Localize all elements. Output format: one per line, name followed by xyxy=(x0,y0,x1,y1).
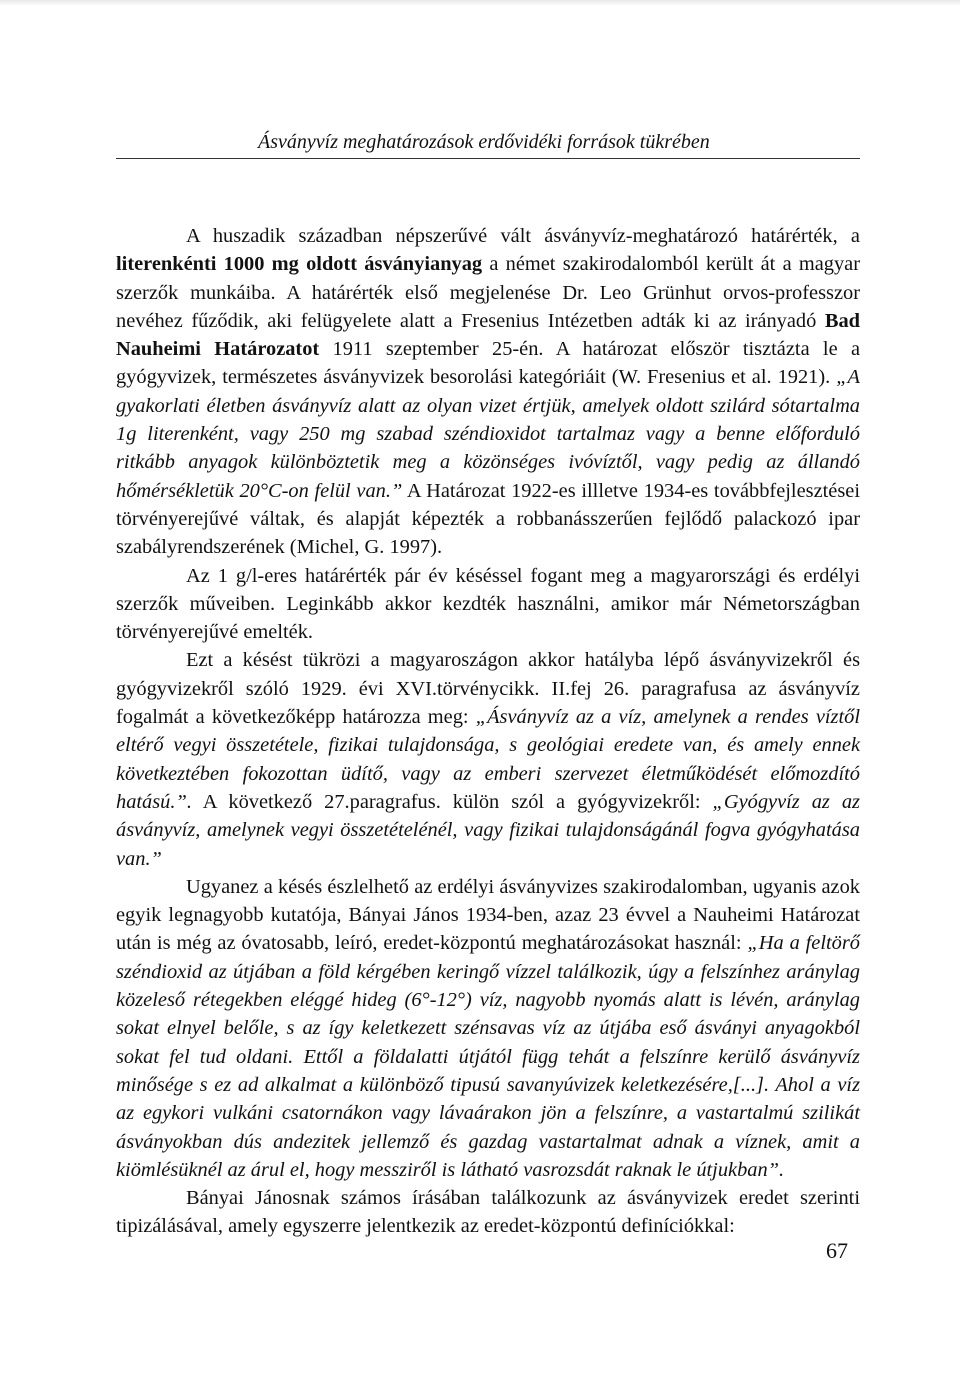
paragraph-4 xyxy=(116,873,860,1184)
text-run: A huszadik században népszerűvé vált ásványvíz-meghatározó határérték, a xyxy=(186,225,860,247)
paragraph-5 xyxy=(116,1184,860,1241)
italic-quote: „A gyakorlati életben ásványvíz alatt az olyan vizet értjük, amelyek oldott szilárd sótartalma 1g literenként, vagy 250 mg szabad széndioxidot tartalmaz vagy a benne előforduló ritkább anyagok különböztetik meg a közönséges ivóvíztől, vagy pedig az állandó hőmérsékletük 20°C-on felül van.” xyxy=(116,366,860,502)
body-text xyxy=(116,222,860,1241)
text-run: Az 1 g/l-eres határérték pár év késéssel fogant meg a magyarországi és erdélyi szerzők műveiben. Leginkább akkor kezdték használni, amikor már Németországban törvényerejűvé emelték. xyxy=(116,564,860,644)
italic-quote: „Gyógyvíz az az ásványvíz, amelynek vegyi összetételénél, vagy fizikai tulajdonságánál fogva gyógyhatása van.” xyxy=(116,790,860,870)
text-run: Ugyanez a késés észlelhető az erdélyi ásványvizes szakirodalomban, ugyanis azok egyik legnagyobb kutatója, Bányai János 1934-ben, azaz 23 évvel a Nauheimi Határozat után is még az óvatosabb, leíró, eredet-központú meghatározásokat használ: xyxy=(116,875,860,955)
bold-text: Bad Nauheimi Határozatot xyxy=(116,309,860,361)
text-run: A következő 27.paragrafus. külön szól a gyógyvizekről: xyxy=(191,790,713,813)
paragraph-2 xyxy=(116,562,860,647)
italic-quote: „Ha a feltörő széndioxid az útjában a föld kérgében keringő vízzel találkozik, úgy a felszínhez aránylag közeleső rétegekben eléggé hideg (6°-12°) víz, nagyobb nyomás alatt is lévén, aránylag sokat elnyel belőle, s az így keletkezett szénsavas víz az útjába eső ásványi anyagokból sokat fel tud oldani. Ettől a földalatti útjától függ tehát a felszínre kerülő ásványvíz minősége s ez ad alkalmat a különböző tipusú savanyúvizek keletkezésére,[...]. Ahol a víz az egykori vulkáni csatornákon vagy lávaárakon jön a felszínre, a vastartalmú szilikát ásványokban dús andezitek jellemző és gazdag vastartalmat adnak a víznek, amit a kiömlésüknél az árul el, hogy messziről is látható vasrozsdát raknak le útjukban”. xyxy=(116,932,860,1181)
text-run: Ezt a késést tükrözi a magyaroszágon akkor hatályba lépő ásványvizekről és gyógyvizekről szóló 1929. évi XVI.törvénycikk. II.fej 26. paragrafusa az ásványvíz fogalmát a következőképp határozza meg: xyxy=(116,649,860,729)
scan-edge xyxy=(0,0,960,6)
text-run: a német szakirodalomból került át a magyar szerzők munkáiba. A határérték első megjelenése Dr. Leo Grünhut orvos-professzor nevéhez fűződik, aki felügyelete alatt a Fresenius Intézetben adták ki az irányadó xyxy=(116,253,860,332)
text-run: A Határozat 1922-es illletve 1934-es továbbfejlesztései törvényerejűvé váltak, és alapját képezték a robbanásszerűen fejlődő palackozó ipar szabályrendszerének (Michel, G. 1997). xyxy=(116,479,860,559)
header-rule xyxy=(116,158,860,159)
bold-text: literenkénti 1000 mg oldott ásványianyag xyxy=(116,253,483,276)
running-header: Ásványvíz meghatározások erdővidéki források tükrében xyxy=(258,131,710,153)
text-run: 1911 szeptember 25-én. A határozat először tisztázta le a gyógyvizek, természetes ásványvizek besorolási kategóriáit (W. Fresenius et al. 1921). xyxy=(116,338,860,389)
page-number: 67 xyxy=(826,1238,848,1263)
paragraph-3 xyxy=(116,646,860,872)
italic-quote: „Ásványvíz az a víz, amelynek a rendes víztől eltérő vegyi összetétele, fizikai tulajdonsága, s geológiai eredete van, és amely ennek következtében fokozottan üdítő, vagy az emberi szervezet életműködését előmozdító hatású.”. xyxy=(116,706,860,813)
paragraph-1 xyxy=(116,222,860,562)
text-run: Bányai Jánosnak számos írásában találkozunk az ásványvizek eredet szerinti tipizálásával, amely egyszerre jelentkezik az eredet-központú definíciókkal: xyxy=(116,1187,860,1238)
